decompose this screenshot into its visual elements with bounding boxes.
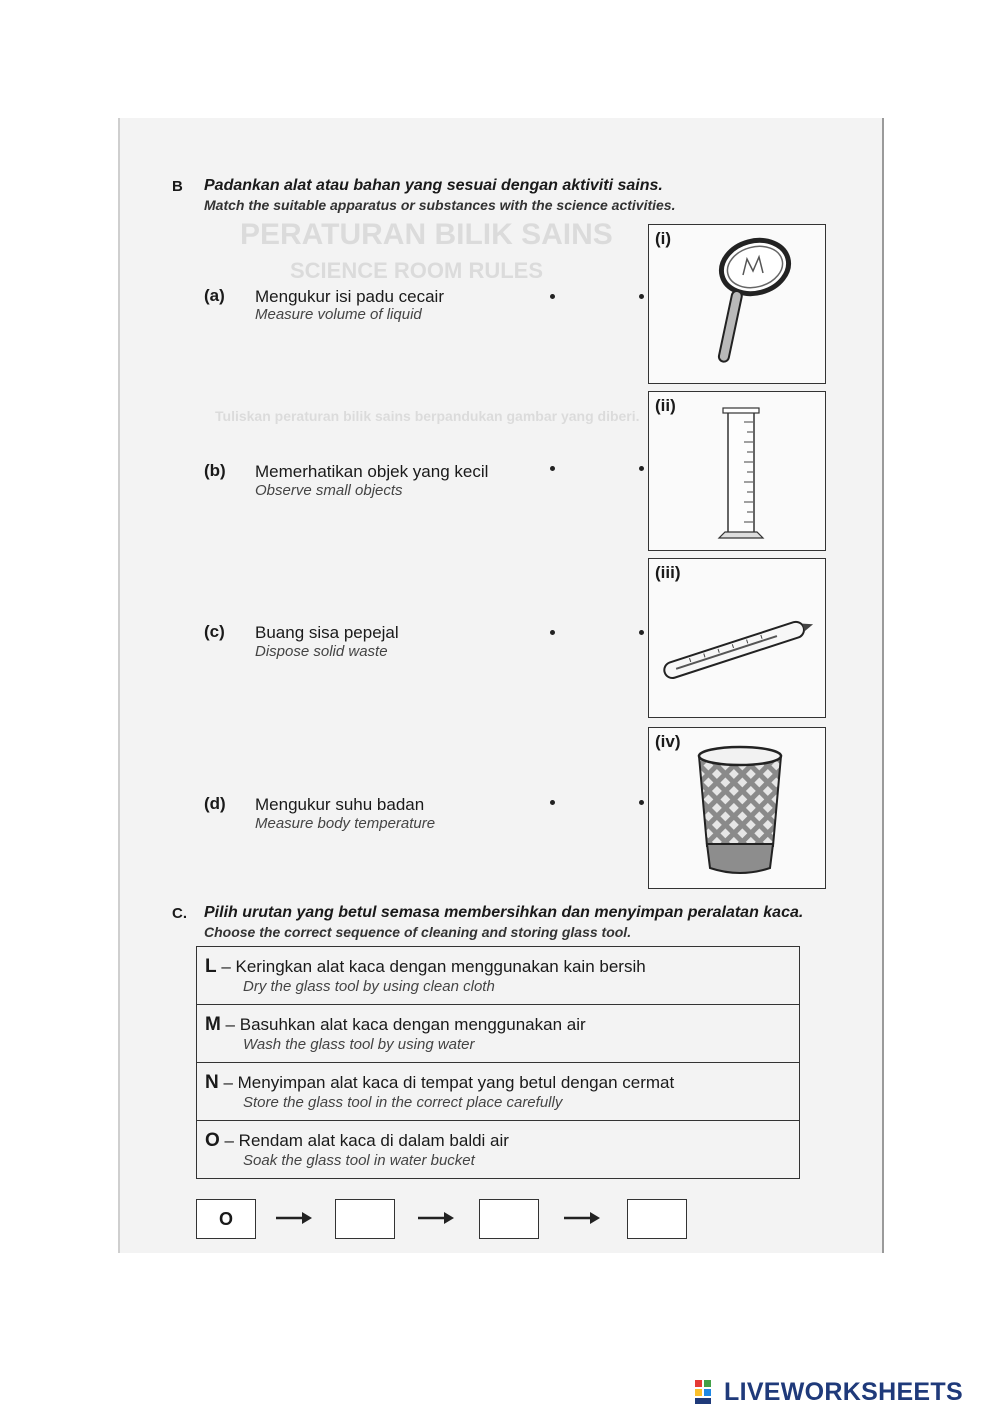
section-b-subtitle: Match the suitable apparatus or substances with the science activities.	[204, 197, 676, 213]
item-c-malay: Buang sisa pepejal	[255, 623, 399, 642]
step-row	[197, 947, 800, 1005]
item-c-letter: (c)	[204, 622, 225, 641]
picture-label-iv: (iv)	[655, 732, 681, 751]
bleed-through-text: PERATURAN BILIK SAINS	[240, 218, 613, 251]
step-code: O	[205, 1130, 220, 1151]
step-code: N	[205, 1072, 219, 1093]
item-a-letter: (a)	[204, 286, 225, 305]
step-code: M	[205, 1014, 221, 1035]
step-english: Wash the glass tool by using water	[243, 1036, 475, 1053]
step-m-text	[205, 1014, 799, 1036]
step-row	[197, 1005, 800, 1063]
picture-box-iii[interactable]	[648, 558, 826, 718]
section-c-subtitle: Choose the correct sequence of cleaning and storing glass tool.	[204, 924, 632, 940]
item-a-english: Measure volume of liquid	[255, 306, 422, 323]
item-d-letter: (d)	[204, 794, 226, 813]
answer-box-2[interactable]	[335, 1199, 395, 1239]
step-english: Soak the glass tool in water bucket	[243, 1152, 475, 1169]
arrow-right-icon	[416, 1209, 456, 1227]
step-row	[197, 1121, 800, 1179]
step-english: Store the glass tool in the correct place carefully	[243, 1094, 563, 1111]
item-d-english: Measure body temperature	[255, 815, 436, 832]
picture-box-i[interactable]	[648, 224, 826, 384]
bleed-through-text: SCIENCE ROOM RULES	[290, 258, 544, 283]
step-code: L	[205, 956, 217, 977]
answer-box-1[interactable]: O	[196, 1199, 256, 1239]
liveworksheets-logo[interactable]	[694, 1377, 963, 1407]
answer-box-3[interactable]	[479, 1199, 539, 1239]
step-l-text	[205, 956, 799, 978]
picture-label-iii: (iii)	[655, 563, 681, 582]
item-b-english: Observe small objects	[255, 482, 403, 499]
item-a-malay: Mengukur isi padu cecair	[255, 287, 444, 306]
bleed-through-text: Tuliskan peraturan bilik sains berpandukan gambar yang diberi.	[215, 408, 640, 424]
liveworksheets-logo-icon	[694, 1379, 720, 1405]
picture-label-ii: (ii)	[655, 396, 676, 415]
item-d-malay: Mengukur suhu badan	[255, 795, 425, 814]
match-dot-ii[interactable]	[639, 466, 644, 471]
match-dot-iv[interactable]	[639, 800, 644, 805]
picture-box-ii[interactable]	[648, 391, 826, 551]
waste-bin-icon	[649, 728, 825, 888]
section-b-title: Padankan alat atau bahan yang sesuai dengan aktiviti sains.	[204, 177, 663, 194]
picture-label-i: (i)	[655, 229, 672, 248]
measuring-cylinder-icon	[649, 392, 825, 550]
magnifying-glass-icon	[649, 225, 825, 383]
step-malay: – Keringkan alat kaca dengan menggunakan kain bersih	[216, 957, 646, 976]
item-b-letter: (b)	[204, 461, 226, 480]
picture-box-iv[interactable]	[648, 727, 826, 889]
item-c-english: Dispose solid waste	[255, 643, 388, 660]
match-dot-a[interactable]	[550, 294, 555, 299]
step-malay: – Basuhkan alat kaca dengan menggunakan air	[220, 1015, 586, 1034]
steps-table	[196, 946, 800, 1179]
match-dot-c[interactable]	[550, 630, 555, 635]
step-english: Dry the glass tool by using clean cloth	[243, 978, 495, 995]
item-b-malay: Memerhatikan objek yang kecil	[255, 462, 489, 481]
match-dot-i[interactable]	[639, 294, 644, 299]
step-n-text	[205, 1072, 799, 1094]
answer-box-4[interactable]	[627, 1199, 687, 1239]
step-row	[197, 1063, 800, 1121]
section-c-title: Pilih urutan yang betul semasa membersihkan dan menyimpan peralatan kaca.	[204, 904, 804, 921]
arrow-right-icon	[562, 1209, 602, 1227]
step-malay: – Rendam alat kaca di dalam baldi air	[219, 1131, 509, 1150]
section-c-letter: C.	[172, 905, 187, 922]
match-dot-d[interactable]	[550, 800, 555, 805]
match-dot-iii[interactable]	[639, 630, 644, 635]
section-b-letter: B	[172, 178, 183, 195]
arrow-right-icon	[274, 1209, 314, 1227]
thermometer-icon	[649, 559, 825, 717]
step-malay: – Menyimpan alat kaca di tempat yang betul dengan cermat	[218, 1073, 675, 1092]
brand-name: LIVEWORKSHEETS	[724, 1377, 963, 1406]
match-dot-b[interactable]	[550, 466, 555, 471]
step-o-text	[205, 1130, 799, 1152]
